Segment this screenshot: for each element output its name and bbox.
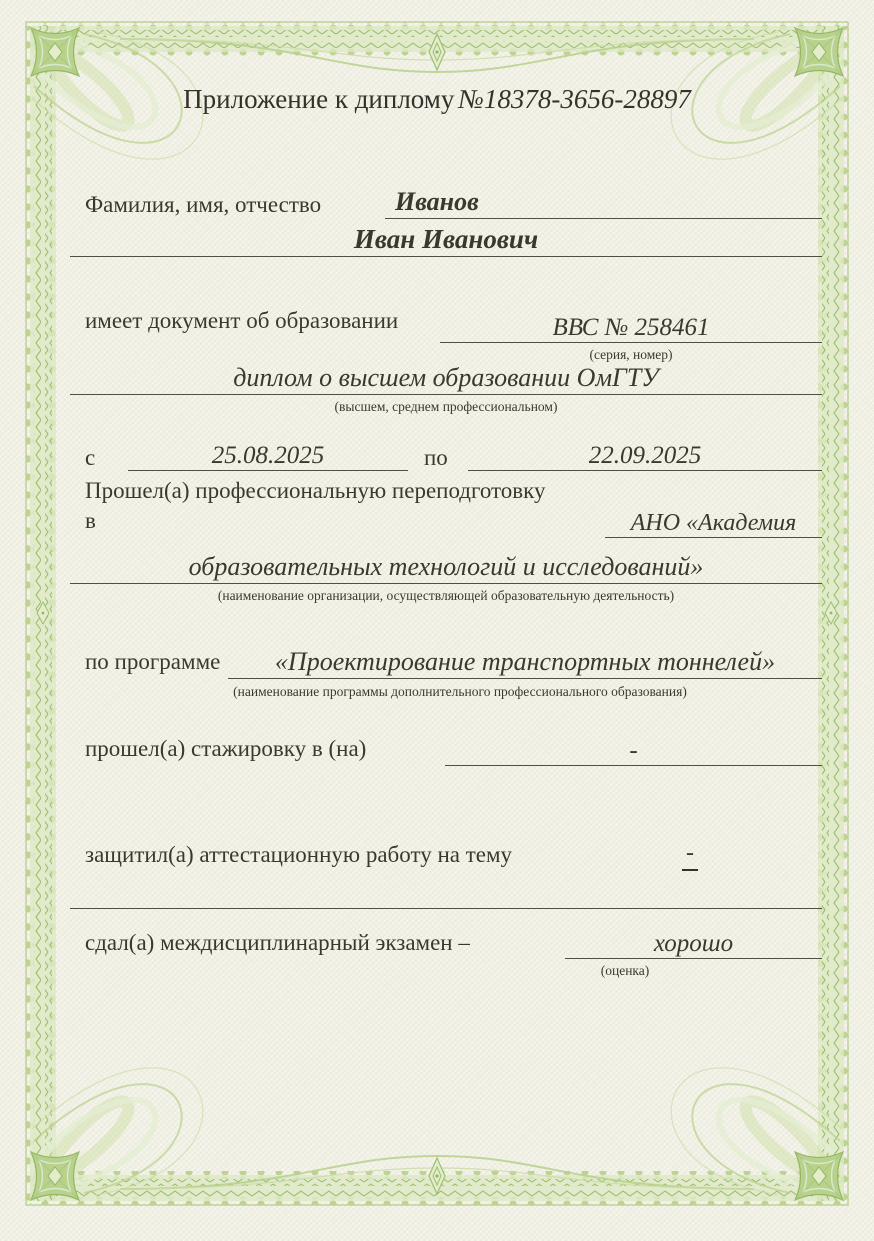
- organization-line2-value: образовательных технологий и исследований»: [188, 552, 704, 582]
- exam-label: сдал(а) междисциплинарный экзамен –: [85, 930, 470, 955]
- name-label: Фамилия, имя, отчество: [85, 192, 322, 217]
- period-to-field: [468, 437, 822, 471]
- period-to-date: 22.09.2025: [588, 441, 702, 469]
- program-field: [228, 645, 822, 679]
- organization-line1-value: АНО «Академия: [630, 509, 797, 536]
- period-from-date: 25.08.2025: [211, 441, 325, 469]
- organization-caption: (наименование организации, осуществляющей образовательную деятельность): [217, 588, 675, 603]
- education-type-caption: (высшем, среднем профессиональном): [334, 399, 558, 414]
- name-line2-value: Иван Иванович: [353, 224, 539, 255]
- education-document-field: [440, 309, 822, 343]
- name-line2-field: [70, 223, 822, 257]
- exam-caption: (оценка): [600, 963, 650, 978]
- education-document-caption: (серия, номер): [589, 347, 673, 362]
- organization-line2-field: [70, 550, 822, 584]
- program-value: «Проектирование транспортных тоннелей»: [274, 647, 776, 677]
- document-title-number: №18378-3656-28897: [458, 84, 691, 114]
- education-document-value: ВВС № 258461: [552, 313, 710, 341]
- name-line1-value: Иванов: [395, 187, 479, 217]
- thesis-value: -: [686, 840, 694, 866]
- thesis-blank-line: [70, 908, 822, 909]
- exam-grade-field: [565, 925, 822, 959]
- education-document-label: имеет документ об образовании: [85, 308, 399, 333]
- name-line1-field: [385, 185, 822, 219]
- internship-field: [445, 732, 822, 766]
- document-title-prefix: Приложение к диплому: [183, 84, 455, 114]
- period-to-label: по: [424, 445, 448, 470]
- program-caption: (наименование программы дополнительного профессионального образования): [233, 684, 687, 699]
- internship-label: прошел(а) стажировку в (на): [85, 736, 367, 761]
- exam-grade-value: хорошо: [653, 929, 734, 957]
- document-title: [0, 84, 874, 115]
- organization-line1-field: [605, 504, 822, 538]
- retraining-in-label: в: [85, 508, 96, 533]
- retraining-label: Прошел(а) профессиональную переподготовку: [85, 478, 546, 503]
- education-type-field: [70, 361, 822, 395]
- thesis-label: защитил(а) аттестационную работу на тему: [85, 842, 513, 867]
- period-from-field: [128, 437, 408, 471]
- internship-value: -: [629, 736, 638, 764]
- period-from-label: с: [85, 445, 96, 470]
- education-type-value: диплом о высшем образовании ОмГТУ: [233, 363, 659, 393]
- program-label: по программе: [85, 649, 221, 674]
- thesis-value-field: [682, 840, 698, 871]
